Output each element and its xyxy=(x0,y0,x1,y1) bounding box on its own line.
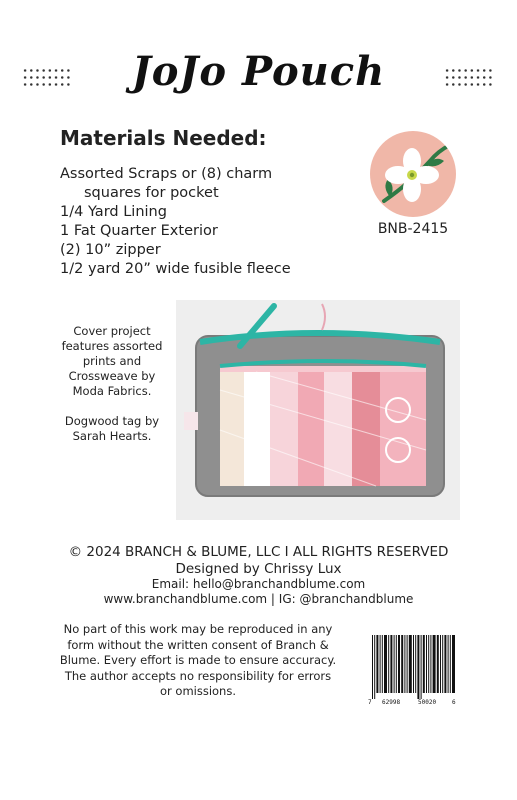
barcode-bar xyxy=(430,635,431,693)
materials-item: 1/4 Yard Lining xyxy=(60,204,167,220)
cover-note-fabrics: Cover project features assorted prints and Crossweave by Moda Fabrics. xyxy=(61,324,163,398)
barcode-bar xyxy=(450,635,451,693)
barcode xyxy=(368,633,458,713)
barcode-group-right: 50020 xyxy=(418,699,437,706)
pouch-photo xyxy=(176,300,460,520)
materials-heading: Materials Needed: xyxy=(60,126,267,150)
barcode-bar xyxy=(398,635,400,693)
cover-note xyxy=(56,324,168,444)
barcode-bar xyxy=(374,635,375,699)
cover-note-tag: Dogwood tag by Sarah Hearts. xyxy=(64,414,160,443)
barcode-bar xyxy=(440,635,441,693)
barcode-bar xyxy=(394,635,395,693)
pattern-title: JoJo Pouch xyxy=(131,48,386,95)
barcode-bar xyxy=(423,635,425,693)
barcode-bar xyxy=(448,635,449,693)
barcode-bar xyxy=(421,635,422,699)
materials-item: 1 Fat Quarter Exterior xyxy=(60,223,218,239)
contact-email: Email: hello@branchandblume.com xyxy=(151,577,366,591)
barcode-bar xyxy=(388,635,389,693)
dogwood-logo xyxy=(370,131,456,217)
materials-item: squares for pocket xyxy=(84,185,219,201)
barcode-bar xyxy=(417,635,419,699)
barcode-bar xyxy=(382,635,383,693)
barcode-bar xyxy=(444,635,446,693)
barcode-bar xyxy=(413,635,414,693)
barcode-bar xyxy=(415,635,416,693)
barcode-bar xyxy=(404,635,405,693)
materials-list xyxy=(60,165,291,279)
pouch-illustration xyxy=(176,300,460,520)
website-social: www.branchandblume.com | IG: @branchandblume xyxy=(103,592,414,606)
barcode-bar xyxy=(433,635,436,693)
barcode-group-left: 62998 xyxy=(382,699,401,706)
designer-credit: Designed by Chrissy Lux xyxy=(175,561,342,577)
barcode-bar xyxy=(452,635,455,693)
barcode-number xyxy=(368,699,458,711)
barcode-bar xyxy=(380,635,381,693)
barcode-bar xyxy=(407,635,408,693)
materials-item: 1/2 yard 20” wide fusible fleece xyxy=(60,261,291,277)
barcode-bar xyxy=(442,635,443,693)
barcode-bar xyxy=(401,635,403,693)
pattern-code: BNB-2415 xyxy=(377,221,449,237)
barcode-bar xyxy=(372,635,373,699)
barcode-bar xyxy=(390,635,392,693)
disclaimer: No part of this work may be reproduced in any form without the written consent of Branch & Blume. Every effort is made to ensure accuracy. The author accepts no responsibility for errors or omissions. xyxy=(59,622,337,698)
barcode-bar xyxy=(437,635,439,693)
materials-item: (2) 10” zipper xyxy=(60,242,161,258)
copyright-notice: © 2024 BRANCH & BLUME, LLC I ALL RIGHTS RESERVED xyxy=(68,544,449,560)
barcode-digit-last: 6 xyxy=(452,699,456,706)
barcode-bar xyxy=(396,635,397,693)
barcode-digit-first: 7 xyxy=(368,699,372,706)
barcode-bar xyxy=(384,635,387,693)
barcode-bar xyxy=(376,635,378,693)
barcode-bars xyxy=(368,633,458,699)
barcode-bar xyxy=(428,635,429,693)
dogwood-flower-icon xyxy=(370,131,456,217)
materials-item: Assorted Scraps or (8) charm xyxy=(60,166,273,182)
barcode-bar xyxy=(409,635,412,693)
barcode-bar xyxy=(426,635,427,693)
